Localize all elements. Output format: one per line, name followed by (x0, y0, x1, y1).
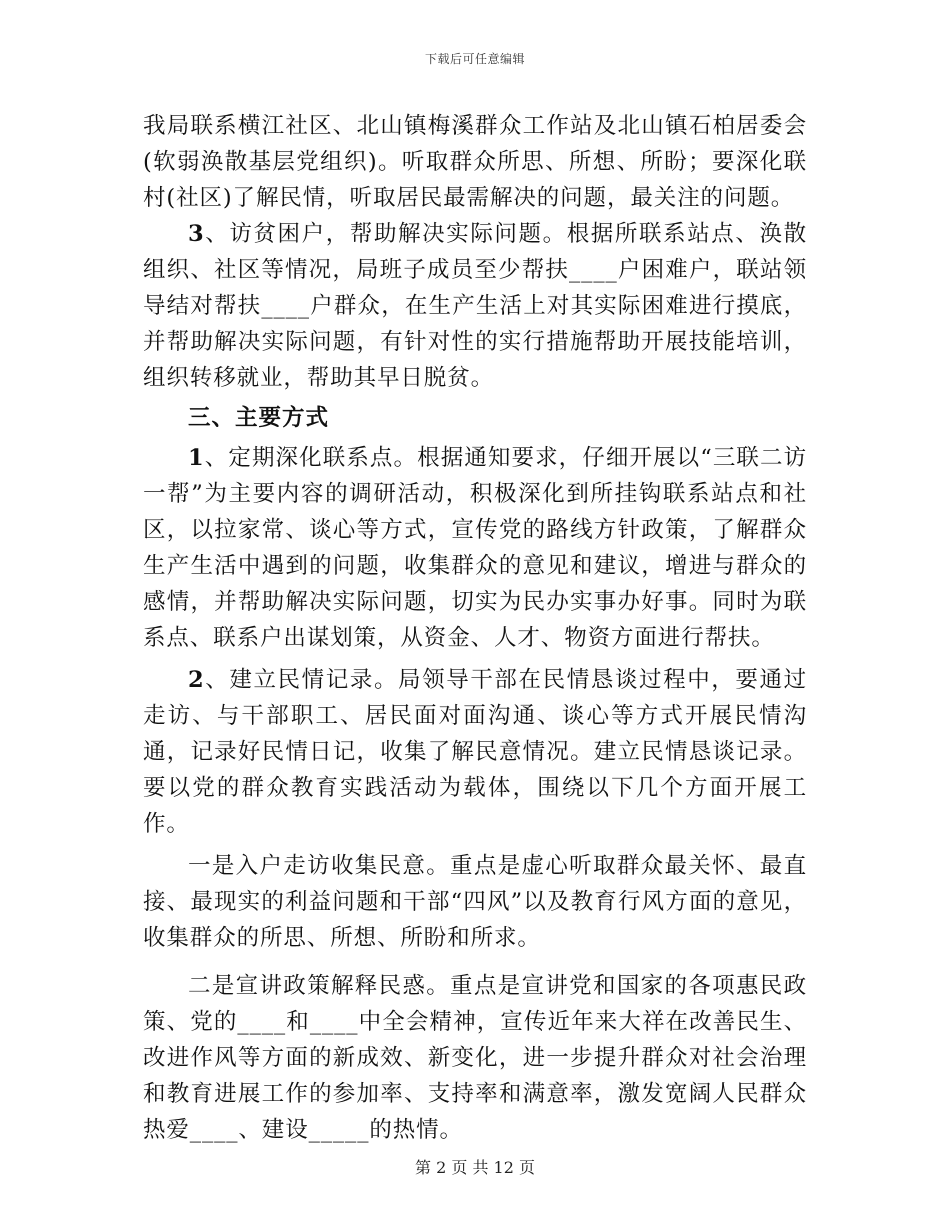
paragraph-regular-contact (143, 440, 807, 656)
paragraph-contact-points: 我局联系横江社区、北山镇梅溪群众工作站及北山镇石柏居委会(软弱涣散基层党组织)。听取群众所思、所想、所盼；要深化联村(社区)了解民情，听取居民最需解决的问题，最关注的问题。 (143, 113, 807, 211)
paragraph-visit-poor-households (143, 216, 807, 396)
paragraph-public-sentiment-record (143, 662, 807, 842)
paragraph-household-visits: 一是入户走访收集民意。重点是虚心听取群众最关怀、最直接、最现实的利益问题和干部“四风”以及教育行风方面的意见，收集群众的所思、所想、所盼和所求。 (143, 853, 807, 951)
page-footer: 第 2 页 共 12 页 (415, 1158, 535, 1177)
paragraph-policy-explanation: 二是宣讲政策解释民惑。重点是宣讲党和国家的各项惠民政策、党的____和____中全会精神，宣传近年来大祥在改善民生、改进作风等方面的新成效、新变化，进一步提升群众对社会治理和教育进展工作的参加率、支持率和满意率，激发宽阔人民群众热爱____、建设_____的热情。 (143, 973, 807, 1143)
paragraph-text: 、建立民情记录。局领导干部在民情恳谈过程中，要通过走访、与干部职工、居民面对面沟通、谈心等方式开展民情沟通，记录好民情日记，收集了解民意情况。建立民情恳谈记录。要以党的群众教育实践活动为载体，围绕以下几个方面开展工作。 (143, 667, 807, 837)
paragraph-text: 、定期深化联系点。根据通知要求，仔细开展以“三联二访一帮”为主要内容的调研活动，积极深化到所挂钩联系站点和社区，以拉家常、谈心等方式，宣传党的路线方针政策，了解群众生产生活中遇到的问题，收集群众的意见和建议，增进与群众的感情，并帮助解决实际问题，切实为民办实事办好事。同时为联系点、联系户出谋划策，从资金、人才、物资方面进行帮扶。 (143, 445, 807, 651)
section-heading-main-methods: 三、主要方式 (188, 405, 330, 431)
item-number: 1 (188, 445, 205, 471)
page-header: 下载后可任意编辑 (424, 52, 525, 66)
document-body (143, 108, 807, 1148)
item-number: 2 (188, 667, 205, 693)
paragraph-text: 、访贫困户，帮助解决实际问题。根据所联系站点、涣散组织、社区等情况，局班子成员至少帮扶____户困难户，联站领导结对帮扶____户群众，在生产生活上对其实际困难进行摸底，并帮助解决实际问题，有针对性的实行措施帮助开展技能培训，组织转移就业，帮助其早日脱贫。 (143, 221, 807, 391)
item-number: 3 (188, 221, 205, 247)
